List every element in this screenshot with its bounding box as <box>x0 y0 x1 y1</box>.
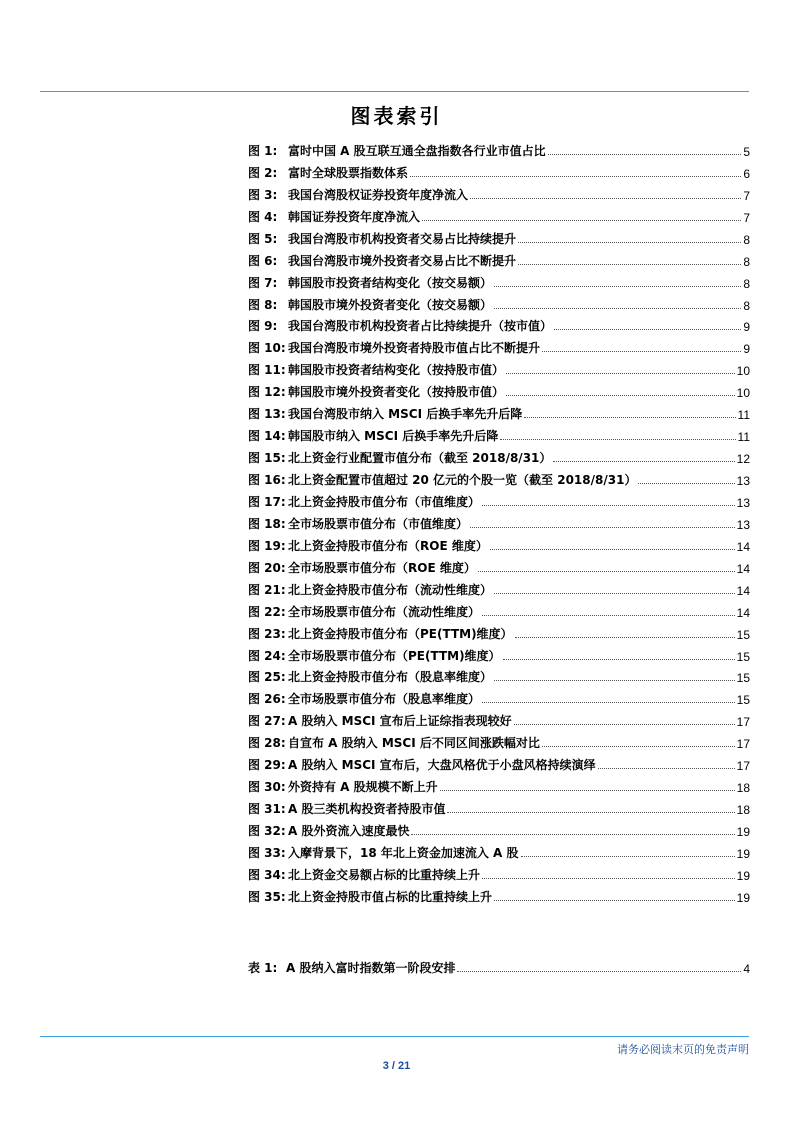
footer-rule <box>40 1036 749 1037</box>
entry-page: 15 <box>736 627 750 642</box>
leader-dots <box>503 659 735 660</box>
leader-dots <box>447 812 734 813</box>
entry-label: 图 26: <box>248 692 286 707</box>
entry-page: 17 <box>736 737 750 752</box>
entry-title: 韩国股市境外投资者变化（按持股市值） <box>288 385 505 400</box>
leader-dots <box>411 834 734 835</box>
entry-title: 韩国股市纳入 MSCI 后换手率先升后降 <box>288 429 499 444</box>
entry-title: 富时中国 A 股互联互通全盘指数各行业市值占比 <box>288 143 546 158</box>
leader-dots <box>470 527 735 528</box>
entry-label: 图 35: <box>248 889 286 904</box>
entry-title: A 股纳入富时指数第一阶段安排 <box>286 960 456 975</box>
entry-title: 富时全球股票指数体系 <box>288 165 409 180</box>
entry-label: 图 23: <box>248 626 286 641</box>
entry-title: 我国台湾股市境外投资者持股市值占比不断提升 <box>288 341 541 356</box>
figure-entry[interactable] <box>248 773 750 795</box>
entry-page: 8 <box>743 298 750 313</box>
entry-label: 图 5: <box>248 231 278 246</box>
entry-label: 图 13: <box>248 407 286 422</box>
entry-title: 全市场股票市值分布（市值维度） <box>288 516 469 531</box>
entry-label: 图 28: <box>248 736 286 751</box>
entry-page: 10 <box>736 386 750 401</box>
leader-dots <box>524 417 735 418</box>
figure-entry[interactable] <box>248 356 750 378</box>
header-rule <box>40 91 749 92</box>
leader-dots <box>478 571 735 572</box>
entry-page: 15 <box>736 693 750 708</box>
leader-dots <box>518 242 741 243</box>
figure-entry[interactable] <box>248 685 750 707</box>
entry-label: 图 1: <box>248 143 278 158</box>
entry-page: 5 <box>743 144 750 159</box>
figure-entry[interactable] <box>248 225 750 247</box>
entry-label: 图 14: <box>248 429 286 444</box>
entry-page: 18 <box>736 803 750 818</box>
entry-page: 7 <box>743 188 750 203</box>
entry-title: 北上资金配置市值超过 20 亿元的个股一览（截至 2018/8/31） <box>288 473 637 487</box>
leader-dots <box>506 373 735 374</box>
entry-page: 17 <box>736 715 750 730</box>
figure-entry[interactable] <box>248 817 750 839</box>
figure-entry[interactable] <box>248 510 750 532</box>
entry-label: 图 8: <box>248 297 278 312</box>
entry-page: 11 <box>737 430 750 445</box>
entry-title: 我国台湾股权证券投资年度净流入 <box>288 187 469 202</box>
figure-entry[interactable] <box>248 532 750 554</box>
entry-page: 8 <box>743 254 750 269</box>
leader-dots <box>494 900 735 901</box>
entry-page: 14 <box>736 605 750 620</box>
leader-dots <box>494 593 735 594</box>
entry-title: 我国台湾股市纳入 MSCI 后换手率先升后降 <box>288 407 523 422</box>
entry-title: 北上资金持股市值分布（市值维度） <box>288 494 481 509</box>
leader-dots <box>542 746 735 747</box>
entry-title: 我国台湾股市机构投资者占比持续提升（按市值） <box>288 319 553 334</box>
entry-title: 全市场股票市值分布（流动性维度） <box>288 604 481 619</box>
entry-title: A 股外资流入速度最快 <box>288 824 410 838</box>
entry-title: 北上资金持股市值占标的比重持续上升 <box>288 889 493 904</box>
entry-label: 图 11: <box>248 363 286 378</box>
leader-dots <box>506 395 735 396</box>
figure-entry[interactable] <box>248 422 750 444</box>
entry-title: 北上资金持股市值分布（流动性维度） <box>288 582 493 597</box>
entry-label: 图 16: <box>248 473 286 487</box>
leader-dots <box>440 790 735 791</box>
figure-entry[interactable] <box>248 159 750 181</box>
leader-dots <box>422 220 741 221</box>
entry-title: 全市场股票市值分布（ROE 维度） <box>288 560 476 575</box>
entry-label: 图 33: <box>248 845 286 860</box>
figure-entry[interactable] <box>248 378 750 400</box>
leader-dots <box>514 724 735 725</box>
entry-label: 图 25: <box>248 670 286 685</box>
entry-title: 全市场股票市值分布（PE(TTM)维度） <box>288 648 501 663</box>
entry-label: 图 3: <box>248 187 278 202</box>
entry-label: 图 10: <box>248 341 286 356</box>
figure-entry[interactable] <box>248 400 750 422</box>
figure-entry[interactable] <box>248 334 750 356</box>
entry-label: 图 19: <box>248 538 286 553</box>
entry-label: 图 12: <box>248 385 286 400</box>
entry-label: 图 29: <box>248 758 286 773</box>
figure-entry[interactable] <box>248 729 750 751</box>
entry-page: 14 <box>736 583 750 598</box>
leader-dots <box>553 461 734 462</box>
entry-title: 入摩背景下，18 年北上资金加速流入 A 股 <box>288 845 519 860</box>
figure-entry[interactable] <box>248 620 750 642</box>
leader-dots <box>554 329 741 330</box>
leader-dots <box>542 351 741 352</box>
entry-label: 图 18: <box>248 516 286 531</box>
figure-entry[interactable] <box>248 795 750 817</box>
entry-label: 图 6: <box>248 253 278 268</box>
entry-page: 13 <box>736 474 750 488</box>
figure-entry[interactable] <box>248 269 750 291</box>
entry-title: 北上资金交易额占标的比重持续上升 <box>288 867 481 882</box>
leader-dots <box>494 308 741 309</box>
entry-page: 14 <box>736 539 750 554</box>
leader-dots <box>482 615 735 616</box>
figure-entry[interactable] <box>248 883 750 905</box>
entry-title: 自宣布 A 股纳入 MSCI 后不同区间涨跌幅对比 <box>288 736 540 751</box>
entry-title: A 股三类机构投资者持股市值 <box>288 802 446 817</box>
leader-dots <box>515 637 735 638</box>
entry-page: 17 <box>736 759 750 774</box>
disclaimer-link[interactable]: 请务必阅读末页的免责声明 <box>617 1043 749 1056</box>
entry-title: 全市场股票市值分布（股息率维度） <box>288 692 481 707</box>
entry-title: 我国台湾股市境外投资者交易占比不断提升 <box>288 253 517 268</box>
figure-entry[interactable] <box>248 466 750 488</box>
leader-dots <box>638 483 734 484</box>
entry-page: 9 <box>743 342 750 357</box>
entry-title: 韩国股市投资者结构变化（按交易额） <box>288 275 493 290</box>
entry-title: 韩国股市投资者结构变化（按持股市值） <box>288 363 505 378</box>
figure-entry[interactable] <box>248 598 750 620</box>
entry-label: 图 21: <box>248 582 286 597</box>
entry-label: 图 17: <box>248 494 286 509</box>
figure-index <box>248 137 750 905</box>
entry-title: 北上资金持股市值分布（PE(TTM)维度） <box>288 626 513 641</box>
page-number: 3 / 21 <box>382 1060 411 1072</box>
entry-title: A 股纳入 MSCI 宣布后上证综指表现较好 <box>288 714 512 729</box>
entry-label: 图 4: <box>248 209 278 224</box>
leader-dots <box>494 680 735 681</box>
entry-title: 韩国证券投资年度净流入 <box>288 209 421 224</box>
entry-page: 12 <box>736 452 750 467</box>
entry-page: 11 <box>737 408 750 423</box>
entry-label: 图 20: <box>248 560 286 575</box>
entry-page: 15 <box>736 649 750 664</box>
figure-entry[interactable] <box>248 576 750 598</box>
leader-dots <box>518 264 741 265</box>
entry-label: 图 22: <box>248 604 286 619</box>
entry-page: 14 <box>736 561 750 576</box>
entry-page: 19 <box>736 890 750 905</box>
leader-dots <box>521 856 735 857</box>
figure-entry[interactable] <box>248 664 750 686</box>
leader-dots <box>482 878 735 879</box>
entry-title: 北上资金行业配置市值分布（截至 2018/8/31） <box>288 451 552 466</box>
entry-page: 4 <box>743 961 750 976</box>
figure-entry[interactable] <box>248 444 750 466</box>
leader-dots <box>598 768 735 769</box>
leader-dots <box>490 549 735 550</box>
entry-page: 19 <box>736 846 750 861</box>
entry-label: 图 34: <box>248 867 286 882</box>
figure-entry[interactable] <box>248 181 750 203</box>
entry-label: 表 1: <box>248 960 278 975</box>
entry-label: 图 15: <box>248 451 286 466</box>
entry-page: 8 <box>743 232 750 247</box>
entry-page: 10 <box>736 364 750 379</box>
entry-page: 19 <box>736 825 750 839</box>
entry-title: 我国台湾股市机构投资者交易占比持续提升 <box>288 231 517 246</box>
figure-entry[interactable] <box>248 313 750 335</box>
entry-page: 15 <box>736 671 750 686</box>
entry-title: 韩国股市境外投资者变化（按交易额） <box>288 297 493 312</box>
figure-entry[interactable] <box>248 861 750 883</box>
table-entry[interactable] <box>248 954 750 976</box>
figure-entry[interactable] <box>248 554 750 576</box>
entry-page: 18 <box>736 781 750 796</box>
leader-dots <box>494 286 741 287</box>
entry-label: 图 9: <box>248 319 278 334</box>
leader-dots <box>548 154 742 155</box>
entry-label: 图 7: <box>248 275 278 290</box>
leader-dots <box>482 505 735 506</box>
entry-page: 13 <box>736 517 750 532</box>
entry-title: 北上资金持股市值分布（ROE 维度） <box>288 538 488 553</box>
entry-title: A 股纳入 MSCI 宣布后，大盘风格优于小盘风格持续演绎 <box>288 758 596 773</box>
entry-page: 6 <box>743 166 750 181</box>
figure-entry[interactable] <box>248 203 750 225</box>
entry-page: 9 <box>743 320 750 335</box>
leader-dots <box>410 176 741 177</box>
figure-entry[interactable] <box>248 137 750 159</box>
figure-entry[interactable] <box>248 247 750 269</box>
figure-entry[interactable] <box>248 707 750 729</box>
leader-dots <box>470 198 741 199</box>
entry-label: 图 24: <box>248 648 286 663</box>
entry-title: 北上资金持股市值分布（股息率维度） <box>288 670 493 685</box>
figure-entry[interactable] <box>248 291 750 313</box>
leader-dots <box>457 971 741 972</box>
figure-entry[interactable] <box>248 642 750 664</box>
table-index <box>248 954 750 976</box>
entry-title: 外资持有 A 股规模不断上升 <box>288 780 438 795</box>
leader-dots <box>500 439 735 440</box>
entry-page: 7 <box>743 210 750 225</box>
entry-page: 13 <box>736 495 750 510</box>
figure-entry[interactable] <box>248 839 750 861</box>
figure-entry[interactable] <box>248 488 750 510</box>
entry-label: 图 32: <box>248 824 286 838</box>
entry-page: 8 <box>743 276 750 291</box>
entry-label: 图 31: <box>248 802 286 817</box>
page-title: 图表索引 <box>350 104 443 128</box>
entry-label: 图 2: <box>248 165 278 180</box>
entry-label: 图 30: <box>248 780 286 795</box>
entry-label: 图 27: <box>248 714 286 729</box>
leader-dots <box>482 702 735 703</box>
figure-entry[interactable] <box>248 751 750 773</box>
entry-page: 19 <box>736 868 750 883</box>
